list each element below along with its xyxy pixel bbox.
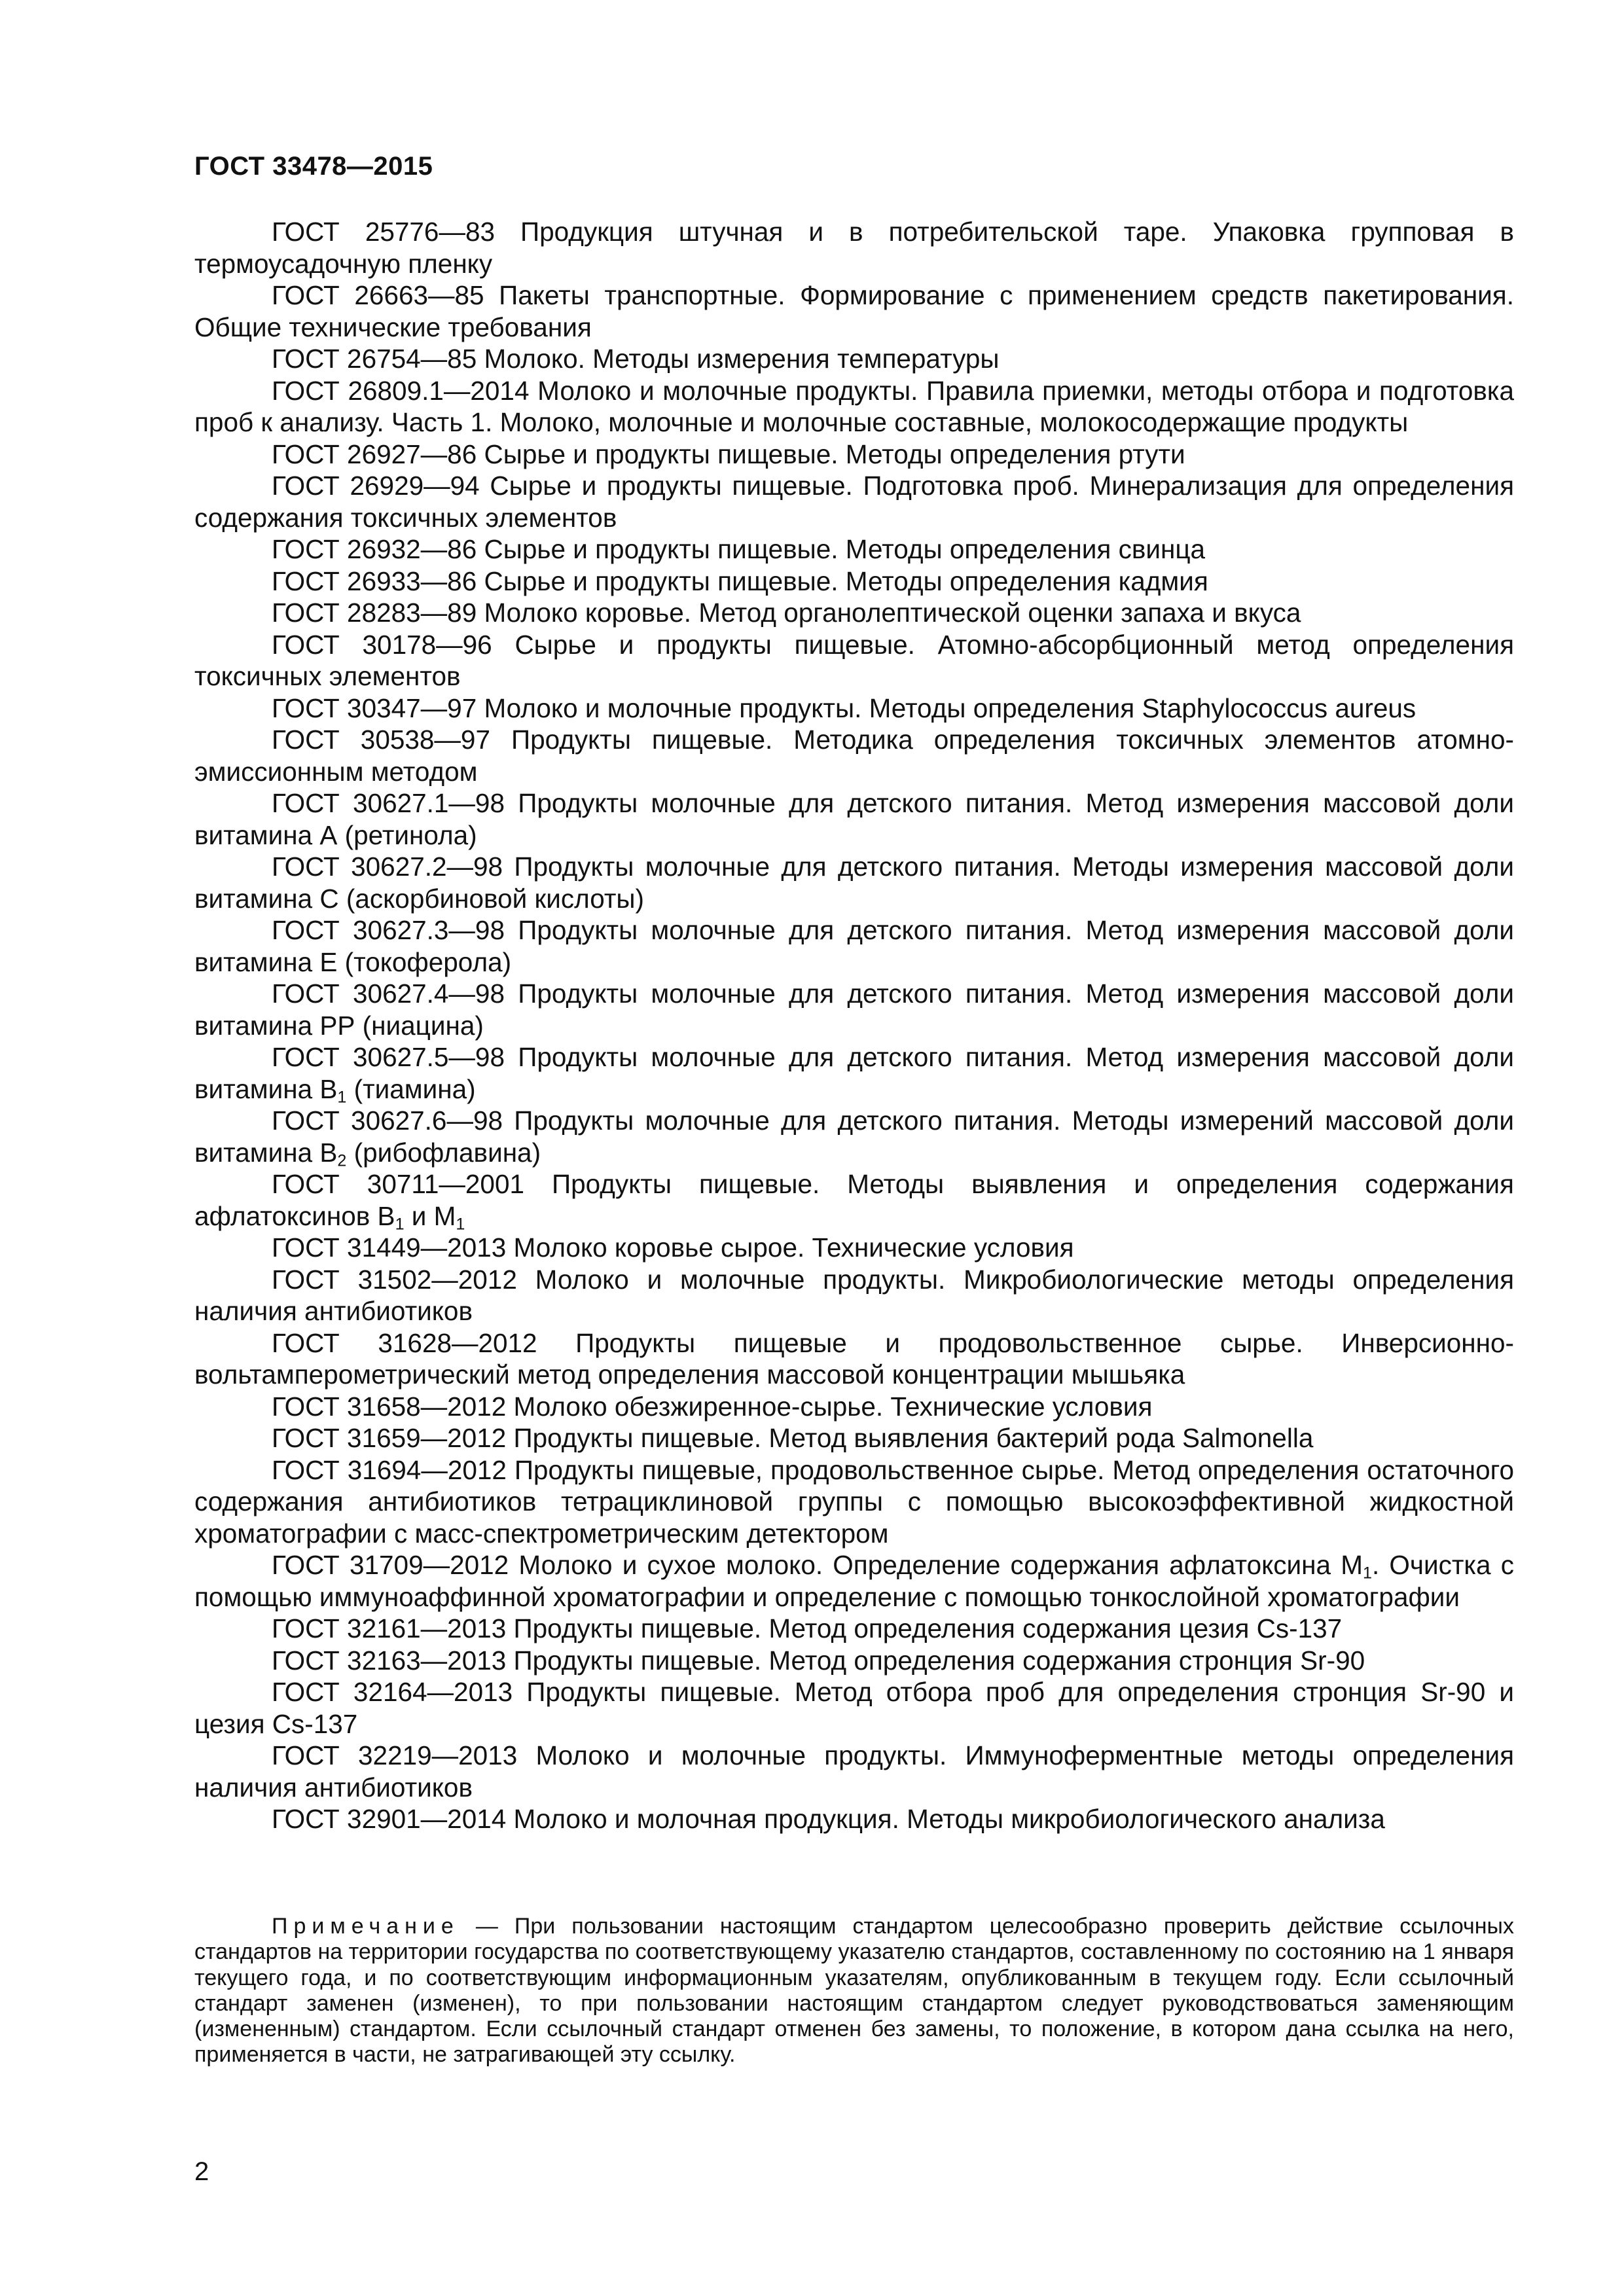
reference-item: [194, 1645, 1514, 1677]
reference-item: [194, 533, 1514, 565]
reference-text: ГОСТ 26929—94 Сырье и продукты пищевые. Подготовка проб. Минерализация для определения содержания токсичных элементов: [194, 471, 1514, 533]
reference-text: ГОСТ 30627.1—98 Продукты молочные для детского питания. Метод измерения массовой доли витамина А (ретинола): [194, 788, 1514, 850]
reference-item: [194, 629, 1514, 692]
document-designation: ГОСТ 33478—2015: [194, 152, 433, 181]
subscript-index: 2: [337, 1151, 347, 1170]
reference-text: ГОСТ 26932—86 Сырье и продукты пищевые. Методы определения свинца: [272, 534, 1206, 564]
reference-item: [194, 375, 1514, 439]
reference-item: [194, 1613, 1514, 1645]
reference-item: [194, 1391, 1514, 1423]
reference-text: ГОСТ 30178—96 Сырье и продукты пищевые. Атомно-абсорбционный метод определения токсичных элементов: [194, 629, 1514, 691]
reference-item: [194, 1168, 1514, 1232]
reference-item: [194, 439, 1514, 471]
normative-references-list: [194, 216, 1514, 1835]
reference-item: [194, 1549, 1514, 1613]
reference-text: ГОСТ 32164—2013 Продукты пищевые. Метод отбора проб для определения стронция Sr-90 и цезия Cs-137: [194, 1677, 1514, 1739]
note-label: Примечание: [272, 1914, 460, 1939]
reference-item: [194, 914, 1514, 978]
reference-item: [194, 470, 1514, 533]
note-text: — При пользовании настоящим стандартом целесообразно проверить действие ссылочных стандартов на территории государства по соответствующему указателю стандартов, составленному по состоянию на 1 января текущего года, и по соответствующим информационным указателям, опубликованным в текущем году. Если ссылочный стандарт заменен (изменен), то при пользовании настоящим стандартом следует руководствоваться заменяющим (измененным) стандартом. Если ссылочный стандарт отменен без замены, то положение, в котором дана ссылка на него, применяется в части, не затрагивающей эту ссылку.: [194, 1914, 1514, 2068]
reference-text: ГОСТ 26927—86 Сырье и продукты пищевые. Методы определения ртути: [272, 439, 1185, 469]
reference-text: ГОСТ 25776—83 Продукция штучная и в потребительской таре. Упаковка групповая в термоусадочную пленку: [194, 217, 1514, 279]
reference-item: [194, 1232, 1514, 1264]
reference-text: ГОСТ 30627.4—98 Продукты молочные для детского питания. Метод измерения массовой доли витамина РР (ниацина): [194, 978, 1514, 1041]
reference-text: ГОСТ 30538—97 Продукты пищевые. Методика определения токсичных элементов атомно-эмиссионным методом: [194, 725, 1514, 787]
reference-text: ГОСТ 31659—2012 Продукты пищевые. Метод выявления бактерий рода Salmonella: [272, 1423, 1314, 1453]
reference-item: [194, 1422, 1514, 1454]
reference-item: [194, 597, 1514, 629]
reference-item: [194, 692, 1514, 725]
reference-text: ГОСТ 28283—89 Молоко коровье. Метод органолептической оценки запаха и вкуса: [272, 598, 1301, 628]
subscript-index: 1: [456, 1214, 465, 1233]
reference-item: [194, 724, 1514, 787]
reference-text: ГОСТ 26933—86 Сырье и продукты пищевые. Методы определения кадмия: [272, 565, 1208, 596]
reference-text: ГОСТ 32901—2014 Молоко и молочная продукция. Методы микробиологического анализа: [272, 1804, 1385, 1834]
reference-text: ГОСТ 30627.6—98 Продукты молочные для детского питания. Методы измерений массовой доли витамина В: [194, 1105, 1514, 1168]
reference-item: [194, 279, 1514, 343]
reference-text: ГОСТ 31694—2012 Продукты пищевые, продовольственное сырье. Метод определения остаточного содержания антибиотиков тетрациклиновой группы с помощью высокоэффективной жидкостной хроматографии с масс-спектрометрическим детектором: [194, 1454, 1514, 1549]
reference-item: [194, 1327, 1514, 1391]
reference-item: [194, 1041, 1514, 1105]
subscript-index: 1: [395, 1214, 405, 1233]
reference-text: ГОСТ 30627.2—98 Продукты молочные для детского питания. Методы измерения массовой доли витамина С (аскорбиновой кислоты): [194, 852, 1514, 914]
reference-item: [194, 787, 1514, 851]
page-number: 2: [194, 2157, 209, 2186]
reference-text: ГОСТ 31658—2012 Молоко обезжиренное-сырье. Технические условия: [272, 1391, 1153, 1422]
reference-text: (тиамина): [346, 1073, 476, 1104]
reference-text: и М: [404, 1200, 456, 1231]
reference-item: [194, 1803, 1514, 1835]
reference-text: ГОСТ 31709—2012 Молоко и сухое молоко. Определение содержания афлатоксина М: [272, 1550, 1363, 1580]
note-paragraph: [194, 1914, 1514, 2068]
reference-item: [194, 1676, 1514, 1740]
reference-item: [194, 1454, 1514, 1550]
reference-text: ГОСТ 30347—97 Молоко и молочные продукты. Методы определения Staphylococcus aureus: [272, 692, 1416, 723]
reference-text: ГОСТ 32163—2013 Продукты пищевые. Метод определения содержания стронция Sr-90: [272, 1645, 1365, 1676]
reference-item: [194, 216, 1514, 279]
reference-text: . Очистка с помощью иммуноаффинной хроматографии и определение с помощью тонкослойной хроматографии: [194, 1550, 1514, 1612]
subscript-index: 1: [1362, 1564, 1372, 1583]
reference-text: ГОСТ 32161—2013 Продукты пищевые. Метод определения содержания цезия Cs-137: [272, 1613, 1343, 1643]
reference-item: [194, 1105, 1514, 1168]
reference-item: [194, 978, 1514, 1041]
reference-text: ГОСТ 30711—2001 Продукты пищевые. Методы выявления и определения содержания афлатоксинов В: [194, 1169, 1514, 1231]
reference-text: ГОСТ 31628—2012 Продукты пищевые и продовольственное сырье. Инверсионно-вольтамперометрический метод определения массовой концентрации мышьяка: [194, 1327, 1514, 1390]
reference-text: ГОСТ 26663—85 Пакеты транспортные. Формирование с применением средств пакетирования. Общие технические требования: [194, 280, 1514, 342]
reference-item: [194, 1740, 1514, 1803]
reference-item: [194, 565, 1514, 598]
reference-item: [194, 343, 1514, 375]
subscript-index: 1: [337, 1087, 347, 1106]
reference-item: [194, 1264, 1514, 1327]
reference-item: [194, 851, 1514, 914]
reference-text: ГОСТ 30627.3—98 Продукты молочные для детского питания. Метод измерения массовой доли витамина Е (токоферола): [194, 915, 1514, 977]
reference-text: ГОСТ 31502—2012 Молоко и молочные продукты. Микробиологические методы определения наличия антибиотиков: [194, 1264, 1514, 1326]
reference-text: ГОСТ 30627.5—98 Продукты молочные для детского питания. Метод измерения массовой доли витамина В: [194, 1042, 1514, 1104]
reference-text: ГОСТ 31449—2013 Молоко коровье сырое. Технические условия: [272, 1232, 1074, 1263]
reference-text: (рибофлавина): [346, 1137, 541, 1168]
reference-text: ГОСТ 26809.1—2014 Молоко и молочные продукты. Правила приемки, методы отбора и подготовка проб к анализу. Часть 1. Молоко, молочные и молочные составные, молокосодержащие продукты: [194, 375, 1514, 437]
reference-text: ГОСТ 26754—85 Молоко. Методы измерения температуры: [272, 344, 1000, 374]
reference-text: ГОСТ 32219—2013 Молоко и молочные продукты. Иммуноферментные методы определения наличия антибиотиков: [194, 1740, 1514, 1803]
